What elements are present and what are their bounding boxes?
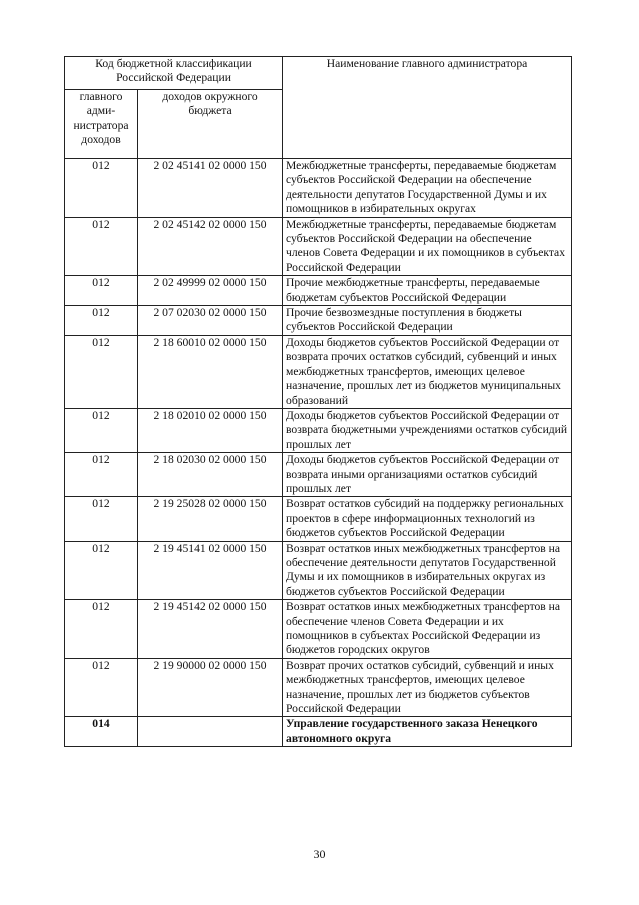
admin-code-cell: 014	[65, 717, 138, 747]
admin-code-cell: 012	[65, 541, 138, 600]
admin-code-cell: 012	[65, 159, 138, 218]
administrator-name-cell: Возврат остатков иных межбюджетных трансфертов на обеспечение членов Совета Федерации и их помощников в субъектах Российской Федерации из бюджетов городских округов	[283, 600, 572, 659]
administrator-name-cell: Возврат остатков иных межбюджетных трансфертов на обеспечение деятельности депутатов Государственной Думы и их помощников в избирательных округах из бюджетов субъектов Российской Федерации	[283, 541, 572, 600]
revenue-code-cell: 2 18 60010 02 0000 150	[138, 335, 283, 408]
administrator-name-cell: Возврат остатков субсидий на поддержку региональных проектов в сфере информационных технологий из бюджетов субъектов Российской Федерации	[283, 497, 572, 541]
header-main-administrator: главного адми-нистратора доходов	[65, 90, 138, 159]
administrator-name-cell: Прочие безвозмездные поступления в бюджеты субъектов Российской Федерации	[283, 306, 572, 336]
admin-code-cell: 012	[65, 306, 138, 336]
admin-code-cell: 012	[65, 600, 138, 659]
admin-code-cell: 012	[65, 658, 138, 717]
page-number: 30	[313, 847, 326, 861]
table-row	[65, 306, 572, 336]
administrator-name-cell: Доходы бюджетов субъектов Российской Федерации от возврата бюджетными учреждениями остатков субсидий прошлых лет	[283, 408, 572, 452]
table-row	[65, 335, 572, 408]
table-row	[65, 453, 572, 497]
administrator-name-cell: Возврат прочих остатков субсидий, субвенций и иных межбюджетных трансфертов, имеющих целевое назначение, прошлых лет из бюджетов субъектов Российской Федерации	[283, 658, 572, 717]
revenue-code-cell: 2 18 02030 02 0000 150	[138, 453, 283, 497]
administrator-name-cell: Прочие межбюджетные трансферты, передаваемые бюджетам субъектов Российской Федерации	[283, 276, 572, 306]
admin-code-cell: 012	[65, 335, 138, 408]
revenue-code-cell: 2 19 45141 02 0000 150	[138, 541, 283, 600]
admin-code-cell: 012	[65, 276, 138, 306]
revenue-code-cell: 2 19 90000 02 0000 150	[138, 658, 283, 717]
table-row	[65, 541, 572, 600]
table-body	[65, 159, 572, 747]
admin-code-cell: 012	[65, 408, 138, 452]
administrator-name-cell: Доходы бюджетов субъектов Российской Федерации от возврата прочих остатков субсидий, субвенций и иных межбюджетных трансфертов, имеющих целевое назначение, прошлых лет из бюджетов муниципальных образований	[283, 335, 572, 408]
table-row	[65, 408, 572, 452]
revenue-code-cell: 2 02 49999 02 0000 150	[138, 276, 283, 306]
header-row-group	[65, 57, 572, 90]
revenue-code-cell: 2 02 45142 02 0000 150	[138, 217, 283, 276]
revenue-code-cell: 2 19 45142 02 0000 150	[138, 600, 283, 659]
header-administrator-name: Наименование главного администратора	[283, 57, 572, 159]
budget-classification-table	[64, 56, 572, 747]
table-row	[65, 600, 572, 659]
administrator-name-cell: Межбюджетные трансферты, передаваемые бюджетам субъектов Российской Федерации на обеспечение деятельности депутатов Государственной Думы и их помощников в избирательных округах	[283, 159, 572, 218]
table-row	[65, 658, 572, 717]
revenue-code-cell	[138, 717, 283, 747]
administrator-name-cell: Межбюджетные трансферты, передаваемые бюджетам субъектов Российской Федерации на обеспечение членов Совета Федерации и их помощников в субъектах Российской Федерации	[283, 217, 572, 276]
header-classification-code: Код бюджетной классификации Российской Федерации	[65, 57, 283, 90]
table-row	[65, 159, 572, 218]
header-revenue-code: доходов окружного бюджета	[138, 90, 283, 159]
revenue-code-cell: 2 07 02030 02 0000 150	[138, 306, 283, 336]
revenue-code-cell: 2 02 45141 02 0000 150	[138, 159, 283, 218]
admin-code-cell: 012	[65, 497, 138, 541]
table-row	[65, 276, 572, 306]
table-row	[65, 717, 572, 747]
revenue-code-cell: 2 19 25028 02 0000 150	[138, 497, 283, 541]
administrator-name-cell: Доходы бюджетов субъектов Российской Федерации от возврата иными организациями остатков субсидий прошлых лет	[283, 453, 572, 497]
admin-code-cell: 012	[65, 453, 138, 497]
admin-code-cell: 012	[65, 217, 138, 276]
revenue-code-cell: 2 18 02010 02 0000 150	[138, 408, 283, 452]
table-row	[65, 217, 572, 276]
table-row	[65, 497, 572, 541]
administrator-name-cell: Управление государственного заказа Ненецкого автономного округа	[283, 717, 572, 747]
